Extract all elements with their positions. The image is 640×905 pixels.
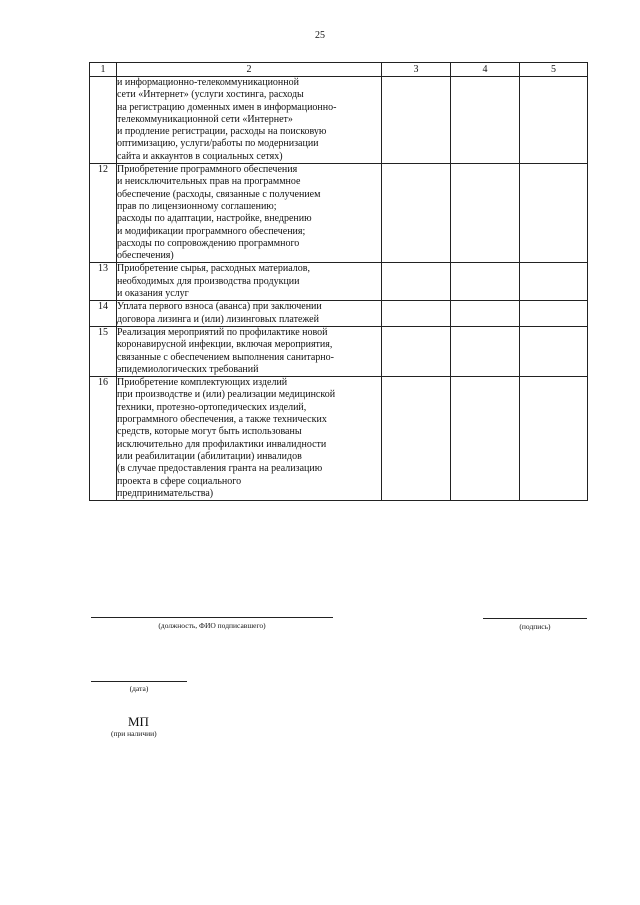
- table-header-row: [90, 63, 588, 77]
- date-caption: (дата): [129, 684, 149, 693]
- row-number: 16: [90, 377, 117, 501]
- empty-cell-col-5: [520, 301, 588, 327]
- empty-cell-col-5: [520, 77, 588, 164]
- date-line: [91, 681, 187, 682]
- column-header: 2: [117, 63, 382, 77]
- empty-cell-col-3: [382, 164, 451, 263]
- table-row: [90, 301, 588, 327]
- empty-cell-col-4: [451, 164, 520, 263]
- row-number: [90, 77, 117, 164]
- expense-item-text: Уплата первого взноса (аванса) при заключении договора лизинга и (или) лизинговых платежей: [117, 301, 382, 327]
- empty-cell-col-3: [382, 77, 451, 164]
- table-row: [90, 77, 588, 164]
- table-row: [90, 263, 588, 301]
- expense-item-text: Приобретение комплектующих изделий при производстве и (или) реализации медицинской техники, протезно-ортопедических изделий, программного обеспечения, а также технических средств, которые могут быть использованы исключительно для профилактики инвалидности или реабилитации (абилитации) инвалидов (в случае предоставления гранта на реализацию проекта в сфере социального предпринимательства): [117, 377, 382, 501]
- row-number: 13: [90, 263, 117, 301]
- page-number: 25: [315, 30, 325, 41]
- empty-cell-col-4: [451, 377, 520, 501]
- empty-cell-col-4: [451, 263, 520, 301]
- empty-cell-col-3: [382, 263, 451, 301]
- expense-item-text: и информационно-телекоммуникационной сети «Интернет» (услуги хостинга, расходы на регистрацию доменных имен в информационно- телекоммуникационной сети «Интернет» и продление регистрации, расходы на поисковую оптимизацию, услуги/работы по модернизации сайта и аккаунтов в социальных сетях): [117, 77, 382, 164]
- row-number: 14: [90, 301, 117, 327]
- position-signature-line: [91, 617, 333, 618]
- row-number: 12: [90, 164, 117, 263]
- empty-cell-col-5: [520, 377, 588, 501]
- position-caption: (должность, ФИО подписавшего): [158, 621, 266, 630]
- row-number: 15: [90, 326, 117, 376]
- column-header: 3: [382, 63, 451, 77]
- empty-cell-col-3: [382, 326, 451, 376]
- empty-cell-col-5: [520, 263, 588, 301]
- empty-cell-col-4: [451, 326, 520, 376]
- stamp-note: (при наличии): [111, 729, 157, 738]
- column-header: 4: [451, 63, 520, 77]
- signature-caption: (подпись): [519, 622, 551, 631]
- expenses-table: [89, 62, 588, 501]
- expense-item-text: Реализация мероприятий по профилактике новой коронавирусной инфекции, включая мероприятия, связанные с обеспечением выполнения санитарно- эпидемиологических требований: [117, 326, 382, 376]
- empty-cell-col-5: [520, 164, 588, 263]
- empty-cell-col-4: [451, 301, 520, 327]
- empty-cell-col-5: [520, 326, 588, 376]
- signature-line: [483, 618, 587, 619]
- empty-cell-col-3: [382, 301, 451, 327]
- table-row: [90, 164, 588, 263]
- stamp-label: МП: [128, 714, 149, 729]
- expense-item-text: Приобретение программного обеспечения и неисключительных прав на программное обеспечение (расходы, связанные с получением прав по лицензионному соглашению; расходы по адаптации, настройке, внедрению и модификации программного обеспечения; расходы по сопровождению программного обеспечения): [117, 164, 382, 263]
- table-row: [90, 377, 588, 501]
- empty-cell-col-3: [382, 377, 451, 501]
- column-header: 1: [90, 63, 117, 77]
- table-row: [90, 326, 588, 376]
- column-header: 5: [520, 63, 588, 77]
- expense-item-text: Приобретение сырья, расходных материалов, необходимых для производства продукции и оказания услуг: [117, 263, 382, 301]
- empty-cell-col-4: [451, 77, 520, 164]
